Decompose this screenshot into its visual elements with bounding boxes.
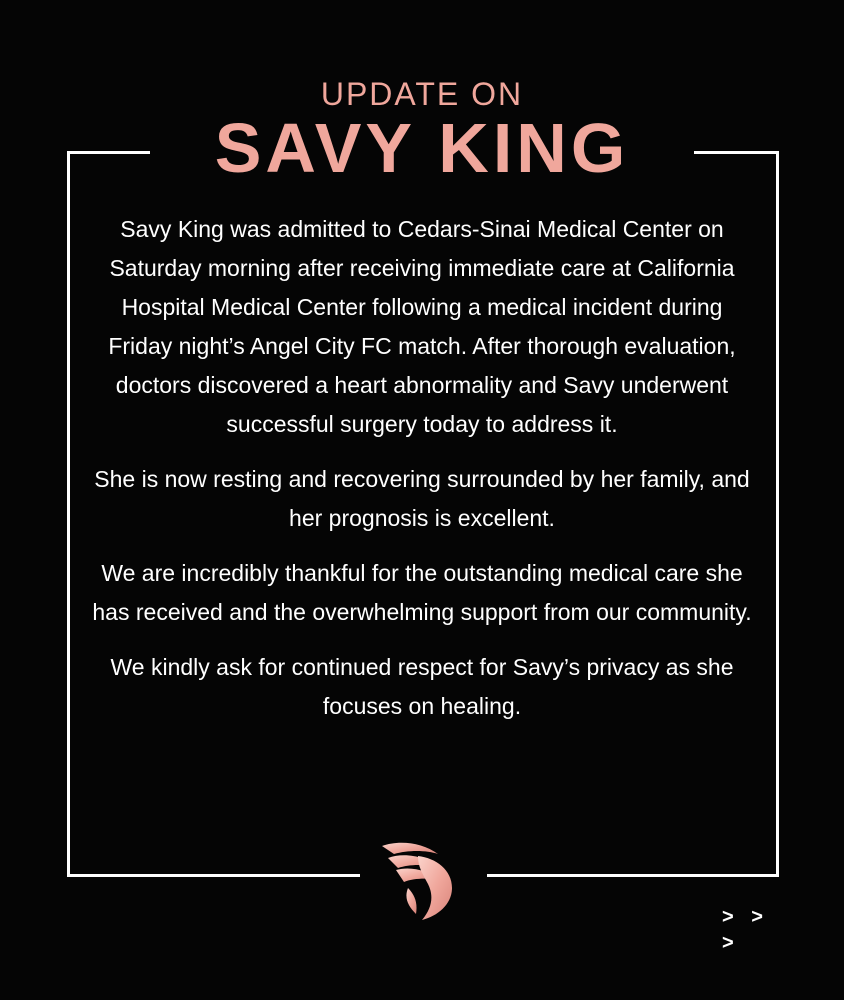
frame-bottom-left-line <box>67 874 360 877</box>
statement-paragraph: She is now resting and recovering surrounded by her family, and her prognosis is excellent. <box>94 466 750 531</box>
angel-wing-logo-icon <box>378 838 458 922</box>
frame-right-line <box>776 151 779 877</box>
frame-left-line <box>67 151 70 877</box>
eyebrow-heading: UPDATE ON <box>320 76 524 112</box>
next-slide-button[interactable]: > > > <box>722 906 769 954</box>
page-title: SAVY KING <box>214 109 630 187</box>
frame-bottom-right-line <box>487 874 779 877</box>
statement-body <box>90 210 754 742</box>
statement-paragraph: We are incredibly thankful for the outstanding medical care she has received and the overwhelming support from our community. <box>92 560 752 625</box>
statement-paragraph: We kindly ask for continued respect for Savy’s privacy as she focuses on healing. <box>110 654 734 719</box>
statement-paragraph: Savy King was admitted to Cedars-Sinai Medical Center on Saturday morning after receiving immediate care at California Hospital Medical Center following a medical incident during Friday night’s Angel City FC match. After thorough evaluation, doctors discovered a heart abnormality and Savy underwent successful surgery today to address it. <box>108 216 736 437</box>
